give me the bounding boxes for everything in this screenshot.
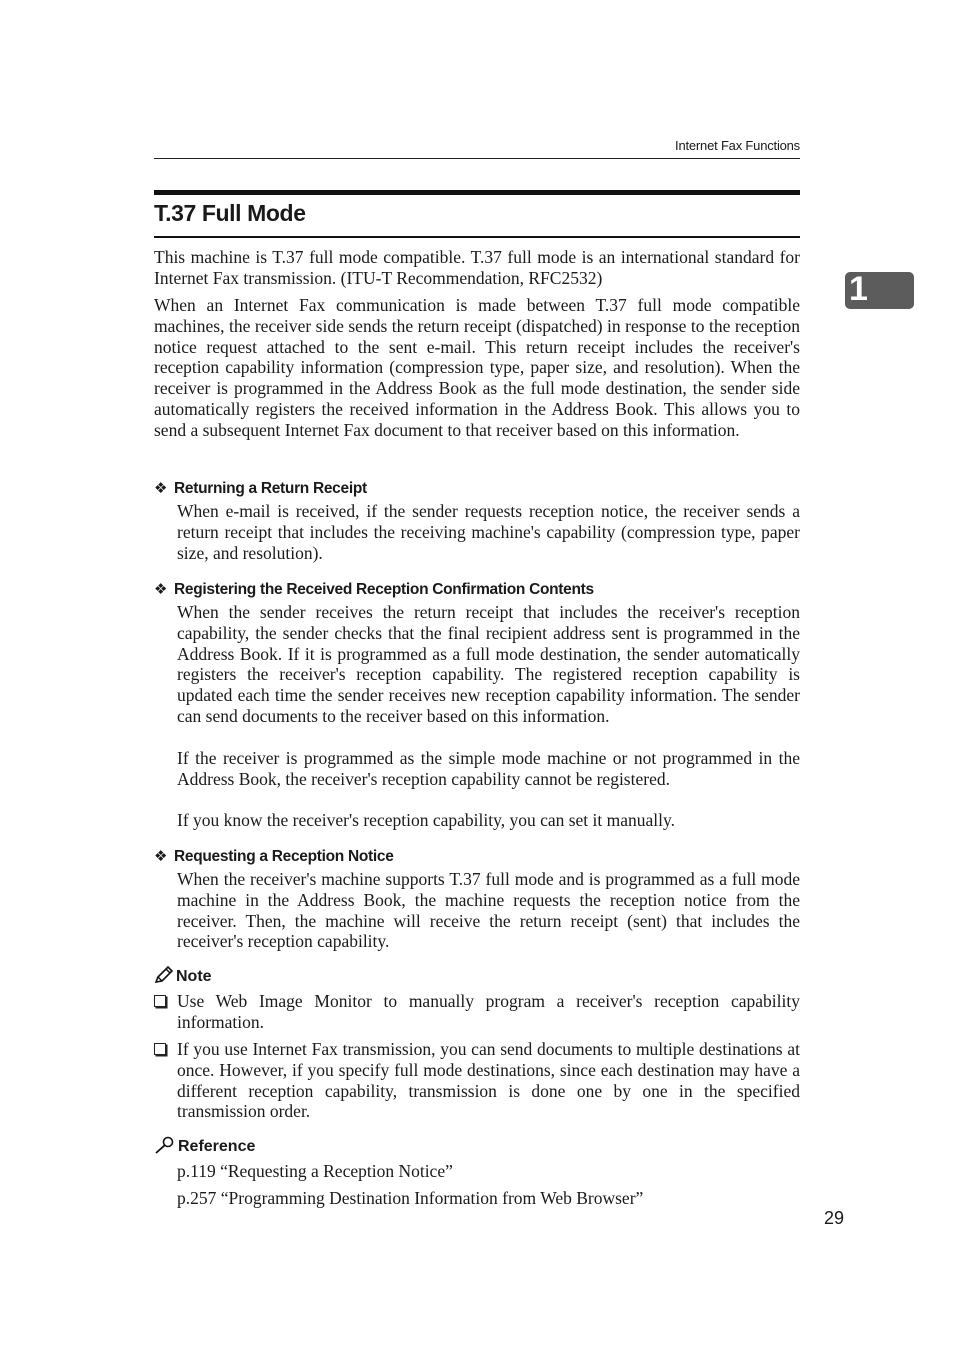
subsection-heading-text: Requesting a Reception Notice	[174, 848, 394, 865]
subsection-body-return-receipt: When e-mail is received, if the sender requests reception notice, the receiver sends a return receipt that includes the receiving machine's capability (compression type, paper size, and resolution).	[177, 501, 800, 563]
subsection-heading-registering	[154, 580, 594, 599]
magnifier-icon	[154, 1136, 176, 1154]
diamond-bullet-icon: ❖	[154, 581, 168, 598]
chapter-number: 1	[849, 270, 868, 308]
note-item-text: Use Web Image Monitor to manually program a receiver's reception capability information.	[177, 991, 800, 1032]
note-heading	[154, 966, 212, 986]
reference-link: p.257 “Programming Destination Information from Web Browser”	[177, 1188, 644, 1208]
diamond-bullet-icon: ❖	[154, 848, 168, 865]
title-rule-bottom	[154, 236, 800, 238]
subsection-heading-requesting	[154, 847, 394, 866]
diamond-bullet-icon: ❖	[154, 480, 168, 497]
note-item	[154, 1039, 800, 1122]
checkbox-bullet-icon	[154, 995, 166, 1007]
subsection-body-registering-3: If you know the receiver's reception capability, you can set it manually.	[177, 810, 675, 830]
subsection-body-registering-2: If the receiver is programmed as the simple mode machine or not programmed in the Address Book, the receiver's reception capability cannot be registered.	[177, 748, 800, 789]
subsection-heading-text: Returning a Return Receipt	[174, 480, 367, 497]
pencil-icon	[154, 966, 174, 984]
header-rule	[154, 158, 800, 159]
subsection-body-registering-1: When the sender receives the return receipt that includes the receiver's reception capability, the sender checks that the final recipient address sent is programmed in the Address Book. If it is programmed as a full mode destination, the sender automatically registers the receiver's reception capability. The registered reception capability is updated each time the sender receives new reception capability information. The sender can send documents to the receiver based on this information.	[177, 602, 800, 726]
note-item	[154, 991, 800, 1033]
page-number: 29	[824, 1208, 845, 1228]
running-header: Internet Fax Functions	[675, 138, 800, 153]
intro-paragraph-1: This machine is T.37 full mode compatible. T.37 full mode is an international standard for Internet Fax transmission. (ITU-T Recommendation, RFC2532)	[154, 247, 800, 288]
reference-link: p.119 “Requesting a Reception Notice”	[177, 1161, 453, 1181]
reference-label: Reference	[178, 1138, 256, 1155]
note-label: Note	[176, 968, 212, 985]
note-item-text: If you use Internet Fax transmission, you can send documents to multiple destinations at once. However, if you specify full mode destinations, since each destination may have a different reception capability, transmission is done one by one in the specified transmission order.	[177, 1039, 800, 1122]
intro-paragraph-2: When an Internet Fax communication is made between T.37 full mode compatible machines, the receiver side sends the return receipt (dispatched) in response to the reception notice request attached to the sent e-mail. This return receipt includes the receiver's reception capability information (compression type, paper size, and resolution). When the receiver is programmed in the Address Book as the full mode destination, the sender side automatically registers the received information in the Address Book. This allows you to send a subsequent Internet Fax document to that receiver based on this information.	[154, 295, 800, 440]
subsection-heading-return-receipt	[154, 479, 367, 498]
subsection-heading-text: Registering the Received Reception Confirmation Contents	[174, 581, 594, 598]
chapter-tab	[845, 272, 914, 309]
subsection-body-requesting: When the receiver's machine supports T.37 full mode and is programmed as a full mode machine in the Address Book, the machine requests the reception notice from the receiver. Then, the machine will receive the return receipt (sent) that includes the receiver's reception capability.	[177, 869, 800, 952]
reference-heading	[154, 1136, 255, 1156]
section-title: T.37 Full Mode	[154, 200, 306, 226]
checkbox-bullet-icon	[154, 1043, 166, 1055]
title-rule-top	[154, 190, 800, 195]
